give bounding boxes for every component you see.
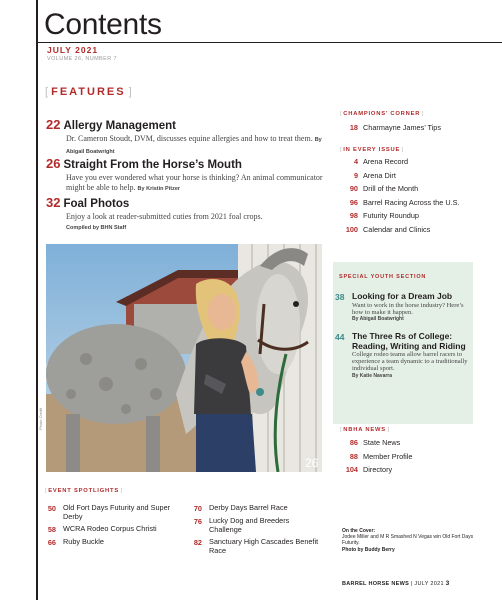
- item-page: 88: [349, 451, 358, 461]
- issue-date: JULY 2021: [47, 45, 99, 55]
- nbha-news-label: NBHA NEWS: [343, 427, 386, 433]
- event-spotlights-left: [42, 504, 178, 551]
- page-folio: [342, 580, 450, 587]
- item-page: 4: [353, 157, 358, 167]
- volume-number: VOLUME 26, NUMBER 7: [47, 56, 117, 62]
- youth-story[interactable]: [335, 292, 469, 322]
- feature-title: Allergy Management: [63, 120, 176, 132]
- feature-item[interactable]: [46, 194, 331, 233]
- item-page: 96: [349, 197, 358, 207]
- item-label: State News: [363, 438, 401, 448]
- list-item[interactable]: [42, 525, 178, 534]
- every-issue-heading: [ IN EVERY ISSUE ]: [340, 147, 404, 153]
- item-label: Sanctuary High Cascades Benefit Race: [209, 537, 319, 555]
- photo-page-number: 26: [305, 456, 319, 470]
- item-label: Ruby Buckle: [63, 537, 104, 546]
- list-item[interactable]: [338, 463, 488, 477]
- feature-photo[interactable]: [46, 244, 322, 472]
- feature-page: 26: [46, 156, 61, 171]
- nbha-news-list: [338, 436, 488, 477]
- item-page: 58: [47, 525, 56, 534]
- item-page: 66: [47, 538, 56, 547]
- item-label: Member Profile: [363, 451, 413, 461]
- story-desc: College rodeo teams allow barrel racers to experience a team dynamic to a traditionally individual sport.: [352, 351, 468, 373]
- features-heading: [ FEATURES ]: [45, 86, 132, 98]
- features-label: FEATURES: [51, 86, 126, 98]
- feature-byline: By Kristin Pitzer: [137, 185, 181, 192]
- item-page: 90: [349, 184, 358, 194]
- list-item[interactable]: [338, 182, 488, 196]
- folio-page-number: 3: [445, 580, 450, 587]
- story-desc: Want to work in the horse industry? Here’s how to make it happen.: [352, 301, 464, 316]
- item-label: Arena Record: [363, 157, 409, 167]
- list-item[interactable]: [338, 209, 488, 223]
- item-page: 50: [47, 504, 56, 513]
- item-label: Futurity Roundup: [363, 211, 419, 221]
- list-item[interactable]: [338, 450, 488, 464]
- cover-heading: On the Cover:: [342, 528, 376, 534]
- list-item[interactable]: [42, 538, 178, 547]
- list-item[interactable]: [338, 196, 488, 210]
- nbha-news-heading: [ NBHA NEWS ]: [340, 427, 390, 433]
- item-label: Drill of the Month: [363, 184, 419, 194]
- champions-corner-list: [338, 121, 488, 135]
- item-page: 86: [349, 438, 358, 448]
- event-spotlights-heading: [ EVENT SPOTLIGHTS ]: [45, 488, 123, 494]
- feature-page: 32: [46, 195, 61, 210]
- cover-caption: [342, 528, 482, 553]
- feature-desc: Enjoy a look at reader-submitted cuties from 2021 foal crops.: [66, 212, 263, 221]
- list-item[interactable]: [338, 121, 488, 135]
- folio-date: JULY 2021: [414, 581, 444, 587]
- champions-corner-heading: [ CHAMPIONS’ CORNER ]: [340, 111, 424, 117]
- feature-desc: Dr. Cameron Stoudt, DVM, discusses equine allergies and how to treat them.: [66, 134, 313, 143]
- feature-title: Straight From the Horse’s Mouth: [63, 159, 242, 171]
- feature-title: Foal Photos: [63, 198, 130, 210]
- youth-section: [333, 262, 473, 424]
- item-label: Derby Days Barrel Race: [209, 503, 288, 512]
- list-item[interactable]: [338, 169, 488, 183]
- list-item[interactable]: [338, 436, 488, 450]
- header-rule: [36, 42, 502, 43]
- horse-photo-illustration: [46, 244, 322, 472]
- story-byline: By Katie Navarra: [352, 372, 393, 379]
- item-page: 9: [353, 170, 358, 180]
- event-spotlights-label: EVENT SPOTLIGHTS: [48, 488, 120, 494]
- list-item[interactable]: [188, 538, 324, 555]
- item-page: 100: [345, 224, 358, 234]
- event-spotlights-right: [188, 504, 324, 559]
- item-page: 82: [193, 538, 202, 547]
- left-vertical-rule: [36, 0, 38, 600]
- item-page: 76: [193, 517, 202, 526]
- feature-byline: Compiled by BHN Staff: [66, 224, 127, 231]
- list-item[interactable]: [338, 155, 488, 169]
- item-label: Lucky Dog and Breeders Challenge: [209, 516, 290, 534]
- youth-heading: SPECIAL YOUTH SECTION: [339, 274, 427, 280]
- story-page: 44: [335, 332, 345, 342]
- item-label: Calendar and Clinics: [363, 224, 431, 234]
- item-page: 98: [349, 211, 358, 221]
- every-issue-label: IN EVERY ISSUE: [343, 147, 401, 153]
- cover-photo-credit: Photo by Buddy Berry: [342, 546, 395, 553]
- champions-corner-label: CHAMPIONS’ CORNER: [343, 111, 421, 117]
- item-label: Barrel Racing Across the U.S.: [363, 197, 460, 207]
- feature-page: 22: [46, 117, 61, 132]
- item-label: Charmayne James’ Tips: [363, 123, 441, 133]
- every-issue-list: [338, 155, 488, 236]
- story-page: 38: [335, 292, 345, 302]
- list-item[interactable]: [188, 517, 324, 534]
- cover-text: Jodee Miller and M R Smashed N Vegas win Old Fort Days Futurity.: [342, 534, 474, 547]
- feature-byline: By Abigail Boatwright: [66, 137, 322, 155]
- feature-desc: Have you ever wondered what your horse is thinking? An animal communicator might be able to help.: [66, 173, 323, 192]
- list-item[interactable]: [338, 223, 488, 237]
- folio-divider: |: [410, 581, 415, 587]
- item-page: 70: [193, 504, 202, 513]
- item-page: 104: [345, 465, 358, 475]
- item-label: Arena Dirt: [363, 170, 396, 180]
- list-item[interactable]: [188, 504, 324, 513]
- story-byline: By Abigail Boatwright: [352, 315, 404, 322]
- item-page: 18: [349, 123, 358, 133]
- youth-story[interactable]: [335, 332, 469, 379]
- page-title: Contents: [44, 8, 162, 41]
- item-label: WCRA Rodeo Corpus Christi: [63, 524, 157, 533]
- story-title: The Three Rs of College: Reading, Writing and Riding: [352, 331, 466, 351]
- photo-credit: Photo Credit: [38, 407, 43, 430]
- feature-item[interactable]: [46, 155, 331, 194]
- item-label: Directory: [363, 465, 393, 475]
- list-item[interactable]: [42, 504, 178, 521]
- feature-item[interactable]: [46, 116, 331, 157]
- story-title: Looking for a Dream Job: [352, 291, 453, 301]
- magazine-name: BARREL HORSE NEWS: [342, 581, 410, 587]
- item-label: Old Fort Days Futurity and Super Derby: [63, 503, 171, 521]
